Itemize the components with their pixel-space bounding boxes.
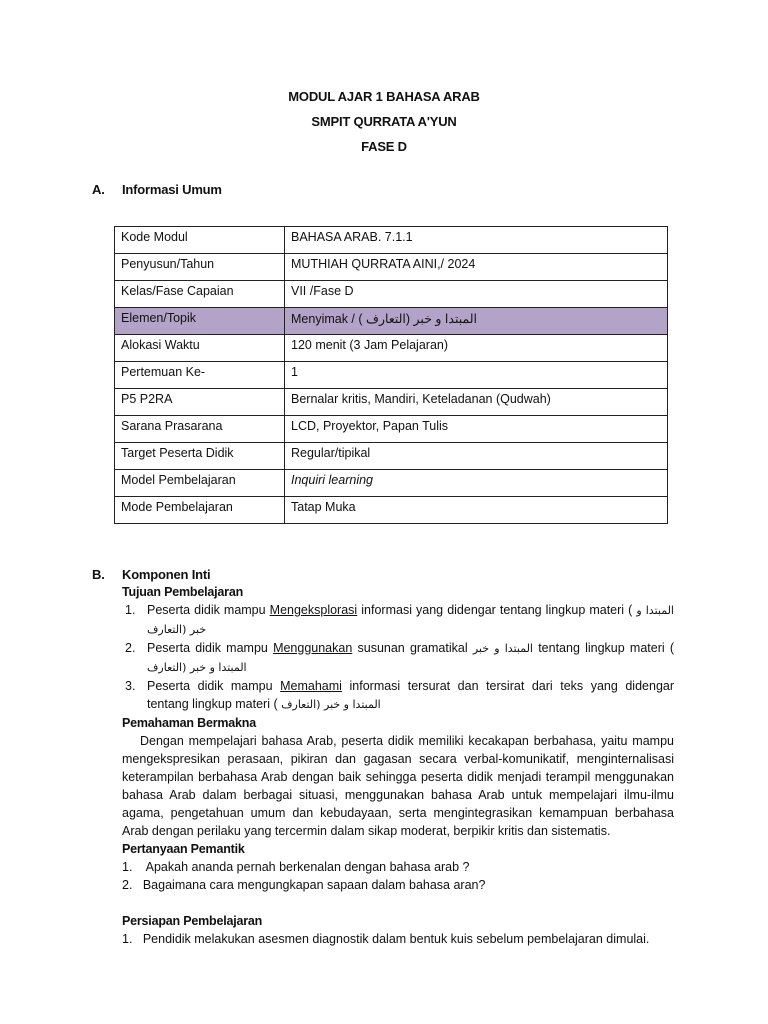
table-cell-label: Model Pembelajaran bbox=[115, 470, 285, 497]
table-row bbox=[115, 335, 668, 362]
table-row bbox=[115, 497, 668, 524]
table-cell-value: Bernalar kritis, Mandiri, Keteladanan (Qudwah) bbox=[285, 389, 668, 416]
table-row bbox=[115, 227, 668, 254]
section-a-heading: A. Informasi Umum bbox=[92, 182, 222, 197]
section-b-heading: B. Komponen Inti bbox=[92, 567, 211, 582]
table-cell-label: Alokasi Waktu bbox=[115, 335, 285, 362]
list-item: 1. Pendidik melakukan asesmen diagnostik dalam bentuk kuis sebelum pembelajaran dimulai. bbox=[122, 932, 650, 946]
table-cell-value: VII /Fase D bbox=[285, 281, 668, 308]
persiapan-list bbox=[122, 930, 674, 948]
table-cell-label: Elemen/Topik bbox=[115, 308, 285, 335]
tujuan-list bbox=[122, 601, 674, 714]
list-item: 3. Peserta didik mampu Memahami informasi tersurat dan tersirat dari teks yang didengar tentang lingkup materi ( المبتدا و خبر (التعارف bbox=[125, 679, 675, 711]
list-item: 1. Peserta didik mampu Mengeksplorasi informasi yang didengar tentang lingkup materi ( المبتدا و خبر (التعارف bbox=[125, 603, 674, 636]
pemahaman-paragraph: Dengan mempelajari bahasa Arab, peserta didik memiliki kecakapan berbahasa, yaitu mampu mengekspresikan perasaan, pikiran dan gagasan secara verbal-komunikatif, menginternalisasi keterampilan berbahasa Arab dengan baik sehingga peserta didik menjadi terampil menggunakan bahasa Arab dalam berbagai situasi, menggunakan bahasa Arab untuk mempelajari ilmu-ilmu agama, pengetahuan umum dan kebudayaan, serta mengintegrasikan kemampuan berbahasa Arab dengan perilaku yang tercermin dalam sikap moderat, berpikir kritis dan sistematis. bbox=[122, 734, 674, 838]
table-row bbox=[115, 443, 668, 470]
pertanyaan-heading: Pertanyaan Pemantik bbox=[122, 842, 245, 856]
table-cell-value: MUTHIAH QURRATA AINI,/ 2024 bbox=[285, 254, 668, 281]
table-cell-label: Kode Modul bbox=[115, 227, 285, 254]
table-cell-value: 1 bbox=[285, 362, 668, 389]
list-item: 2. Peserta didik mampu Menggunakan susunan gramatikal المبتدا و خبر tentang lingkup materi ( المبتدا و خبر (التعارف bbox=[125, 641, 674, 674]
table-cell-label: Pertemuan Ke- bbox=[115, 362, 285, 389]
table-cell-label: Penyusun/Tahun bbox=[115, 254, 285, 281]
table-cell-value: BAHASA ARAB. 7.1.1 bbox=[285, 227, 668, 254]
table-row bbox=[115, 362, 668, 389]
tujuan-heading: Tujuan Pembelajaran bbox=[122, 585, 244, 599]
table-row bbox=[115, 389, 668, 416]
table-cell-value: 120 menit (3 Jam Pelajaran) bbox=[285, 335, 668, 362]
table-cell-label: P5 P2RA bbox=[115, 389, 285, 416]
table-row bbox=[115, 254, 668, 281]
table-row bbox=[115, 470, 668, 497]
title-line-3: FASE D bbox=[361, 139, 407, 154]
info-table bbox=[114, 226, 668, 524]
table-cell-label: Target Peserta Didik bbox=[115, 443, 285, 470]
table-cell-value: Menyimak / ( المبتدا و خبر (التعارف bbox=[285, 308, 668, 335]
document-title bbox=[0, 88, 768, 163]
table-cell-label: Sarana Prasarana bbox=[115, 416, 285, 443]
table-cell-label: Mode Pembelajaran bbox=[115, 497, 285, 524]
persiapan-heading: Persiapan Pembelajaran bbox=[122, 914, 263, 928]
title-line-2: SMPIT QURRATA A'YUN bbox=[311, 114, 457, 129]
table-row bbox=[115, 416, 668, 443]
table-cell-value: Tatap Muka bbox=[285, 497, 668, 524]
table-cell-value: Regular/tipikal bbox=[285, 443, 668, 470]
table-row bbox=[115, 281, 668, 308]
table-cell-value: Inquiri learning bbox=[285, 470, 668, 497]
list-item: 2. Bagaimana cara mengungkapan sapaan dalam bahasa aran? bbox=[122, 878, 486, 892]
table-cell-value: LCD, Proyektor, Papan Tulis bbox=[285, 416, 668, 443]
pertanyaan-list bbox=[122, 858, 674, 894]
main-content bbox=[122, 583, 674, 948]
table-cell-label: Kelas/Fase Capaian bbox=[115, 281, 285, 308]
title-line-1: MODUL AJAR 1 BAHASA ARAB bbox=[288, 89, 480, 104]
table-row-highlighted bbox=[115, 308, 668, 335]
pemahaman-heading: Pemahaman Bermakna bbox=[122, 716, 256, 730]
list-item: 1. Apakah ananda pernah berkenalan dengan bahasa arab ? bbox=[122, 860, 470, 874]
